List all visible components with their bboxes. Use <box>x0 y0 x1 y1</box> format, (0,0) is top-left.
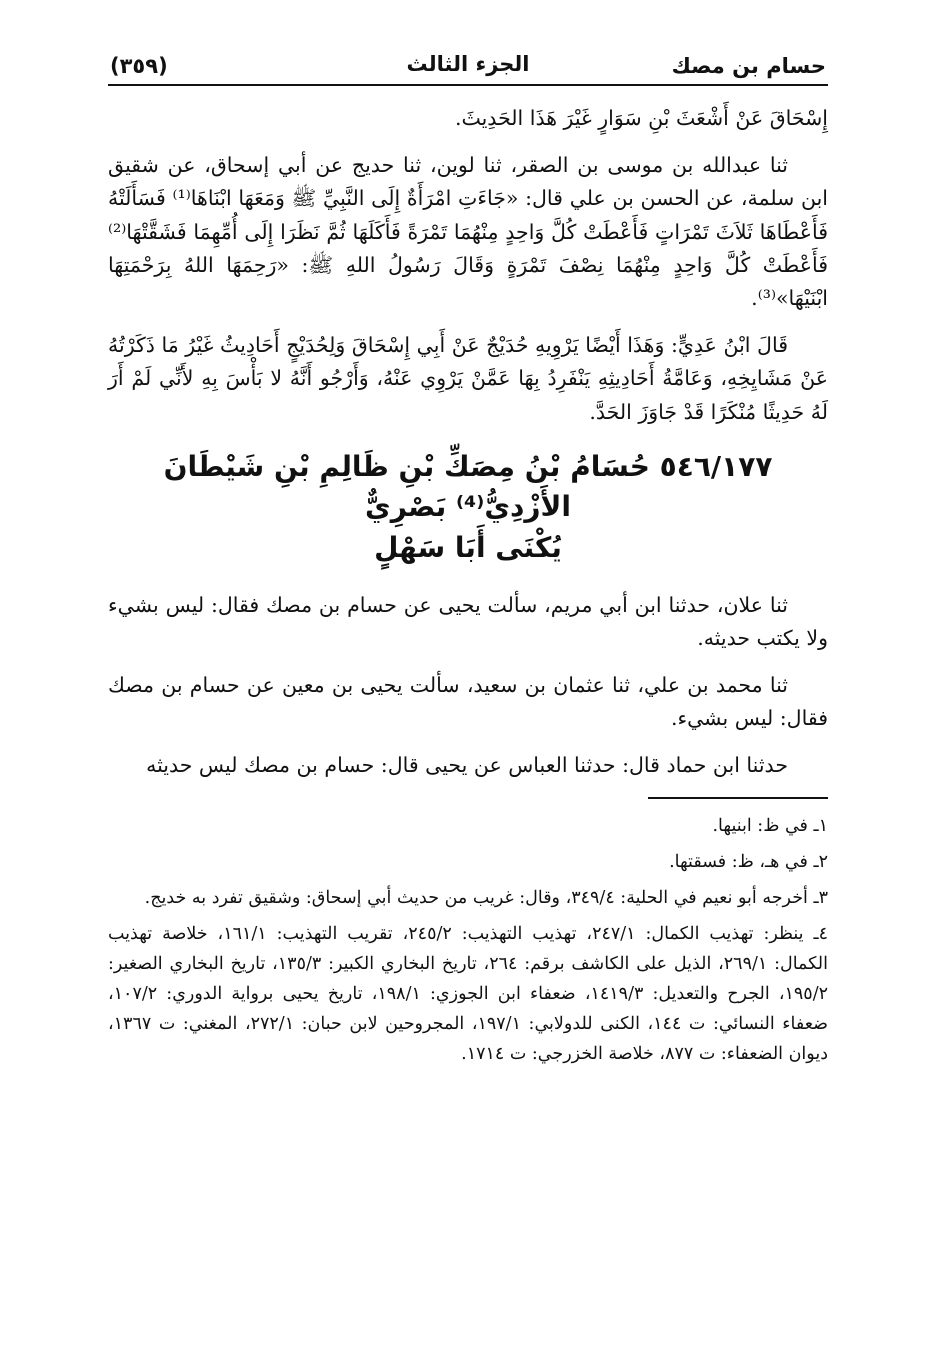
paragraph: ثنا عبدالله بن موسى بن الصقر، ثنا لوين، ثنا حديج عن أبي إسحاق، عن شقيق ابن سلمة، عن الحسن بن علي قال: «جَاءَتِ امْرَأَةٌ إِلَى النَّبِيِّ ﷺ وَمَعَهَا ابْنَاهَا⁽¹⁾ فَسَأَلَتْهُ فَأَعْطَاهَا ثَلاَثَ تَمْرَاتٍ فَأَعْطَتْ كُلَّ وَاحِدٍ مِنْهُمَا تَمْرَةً فَأَكَلَهَا ثُمَّ نَظَرَا إِلَى أُمِّهِمَا فَشَقَّتْهَا⁽²⁾ فَأَعْطَتْ كُلَّ وَاحِدٍ مِنْهُمَا نِصْفَ تَمْرَةٍ وَقَالَ رَسُولُ اللهِ ﷺ: «رَحِمَهَا اللهُ بِرَحْمَتِهَا ابْنَيْهَا»⁽³⁾. <box>108 153 829 311</box>
paragraph: حدثنا ابن حماد قال: حدثنا العباس عن يحيى قال: حسام بن مصك ليس حديثه <box>146 753 788 778</box>
paragraph: قَالَ ابْنُ عَدِيٍّ: وَهَذَا أَيْضًا يَرْوِيهِ حُدَيْجٌ عَنْ أَبِي إِسْحَاقَ وَلِحُدَيْجٍ أَحَادِيثُ غَيْرُ مَا ذَكَرْتُهُ عَنْ مَشَايِخِهِ، وَعَامَّةُ أَحَادِيثِهِ يَنْفَرِدُ بِهَا عَمَّنْ يَرْوِي عَنْهُ، وَأَرْجُو أَنَّهُ لا بَأْسَ بِهِ لأَنِّي لَمْ أَرَ لَهُ حَدِيثًا مُنْكَرًا قَدْ جَاوَزَ الحَدَّ. <box>108 333 828 424</box>
footnote-separator <box>648 797 828 799</box>
book-page <box>108 48 828 1075</box>
footnote: ٢ـ في هـ، ظ: فسقتها. <box>669 851 828 872</box>
entry-heading <box>108 447 828 569</box>
paragraph: ثنا محمد بن علي، ثنا عثمان بن سعيد، سألت يحيى بن معين عن حسام بن مصك فقال: ليس بشيء. <box>108 673 828 731</box>
paragraph: ثنا علان، حدثنا ابن أبي مريم، سألت يحيى عن حسام بن مصك فقال: ليس بشيء ولا يكتب حديثه. <box>108 592 828 650</box>
main-text <box>108 102 828 783</box>
footnote: ١ـ في ظ: ابنيها. <box>712 815 828 836</box>
running-head-name: حسام بن مصك <box>671 54 826 78</box>
footnote: ٤ـ ينظر: تهذيب الكمال: ٢٤٧/١، تهذيب التهذيب: ٢٤٥/٢، تقريب التهذيب: ١٦١/١، خلاصة تهذيب الكمال: ٢٦٩/١، الذيل على الكاشف برقم: ٢٦٤، تاريخ البخاري الكبير: ١٣٥/٣، تاريخ البخاري الصغير: ١٩٥/٢، الجرح والتعديل: ١٤١٩/٣، ضعفاء ابن الجوزي: ١٩٨/١، تاريخ يحيى برواية الدوري: ١٠٧/٢، ضعفاء النسائي: ت ١٤٤، الكنى للدولابي: ١٩٧/١، المجروحين لابن حبان: ٢٧٢/١، المغني: ت ١٣٦٧، ديوان الضعفاء: ت ٨٧٧، خلاصة الخزرجي: ت ١٧١٤. <box>108 923 829 1065</box>
footnote: ٣ـ أخرجه أبو نعيم في الحلية: ٣٤٩/٤، وقال: غريب من حديث أبي إسحاق: وشقيق تفرد به خديج. <box>144 887 828 908</box>
page-number: (٣٥٩) <box>110 54 168 78</box>
entry-heading-line: يُكْنَى أَبَا سَهْلٍ <box>374 531 562 565</box>
paragraph: إِسْحَاقَ عَنْ أَشْعَثَ بْنِ سَوَارٍ غَيْرَ هَذَا الحَدِيثَ. <box>454 106 828 130</box>
page-header <box>108 48 828 86</box>
footnotes <box>108 811 828 1070</box>
running-head-part: الجزء الثالث <box>406 52 530 76</box>
entry-heading-line: ٥٤٦/١٧٧ حُسَامُ بْنُ مِصَكِّ بْنِ ظَالِمِ بْنِ شَيْطَانَ الأَزْدِيُّ⁽⁴⁾ بَصْرِيٌّ <box>163 449 773 524</box>
